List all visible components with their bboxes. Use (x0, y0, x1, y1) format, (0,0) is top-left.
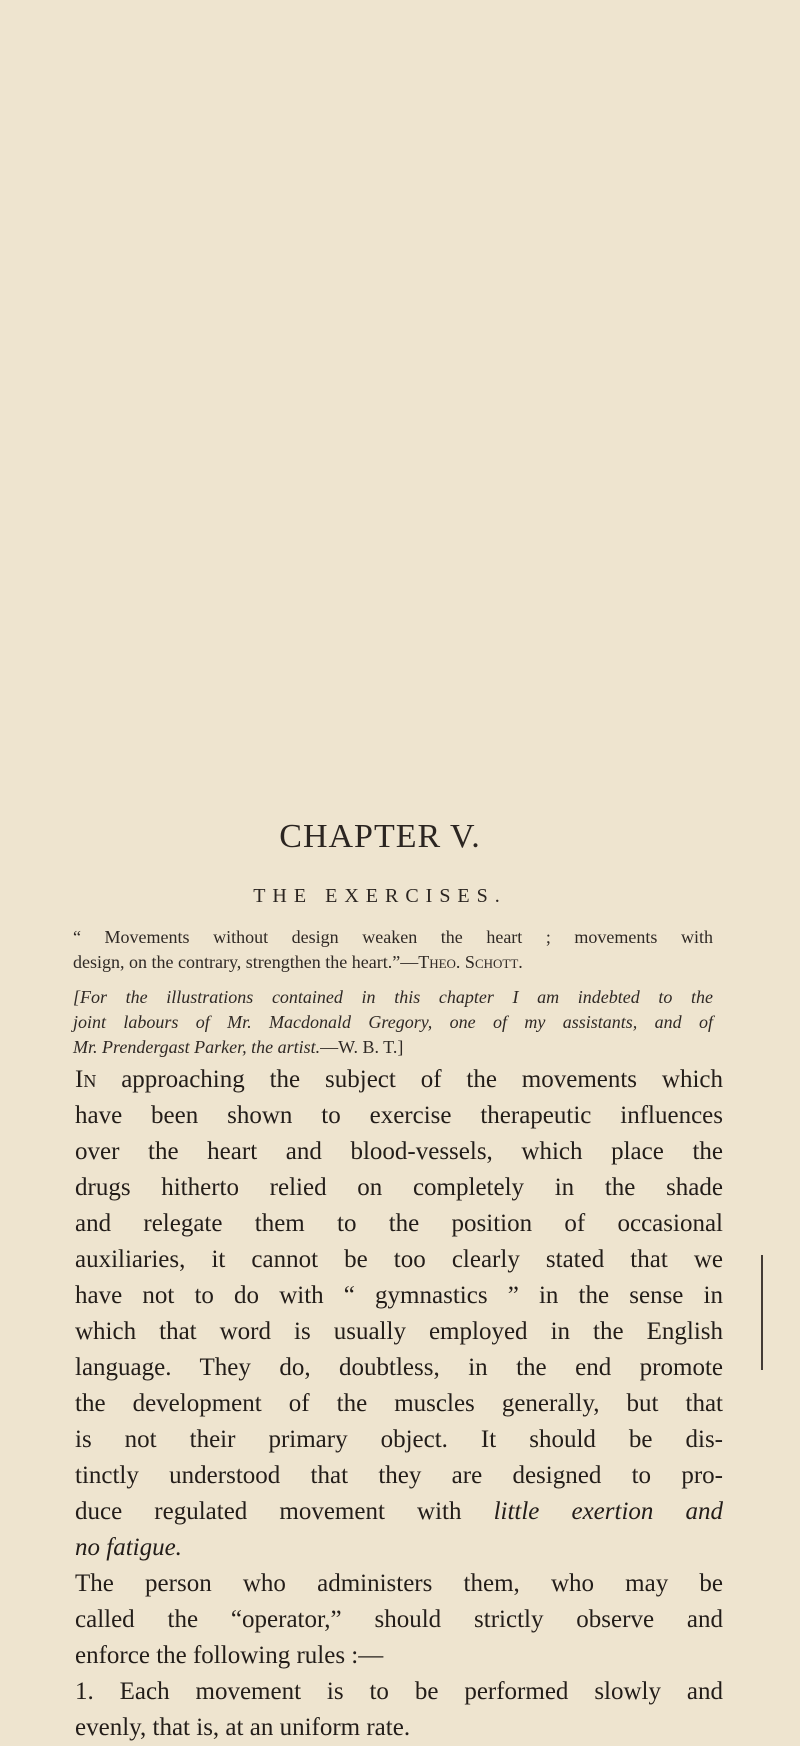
p1-line-1-rest: approaching the subject of the movements which (96, 1066, 723, 1093)
p1-line-7: have not to do with “ gymnastics ” in the sense in (75, 1282, 723, 1309)
note-line-1-text: [For the illustrations contained in this chapter I am indebted to the (73, 987, 713, 1007)
epigraph-line-1: “ Movements without design weaken the heart ; movements with (73, 927, 713, 947)
p1-line-2: have been shown to exercise therapeutic influences (75, 1102, 723, 1129)
chapter-title: CHAPTER V. (279, 818, 481, 855)
epigraph-author: Theo. Schott. (418, 952, 523, 972)
note-signature: —W. B. T.] (320, 1037, 404, 1057)
illustration-note (73, 985, 713, 1060)
p1-line-5: and relegate them to the position of occasional (75, 1210, 723, 1237)
p1-line-6: auxiliaries, it cannot be too clearly stated that we (75, 1246, 723, 1273)
p1-line-3: over the heart and blood-vessels, which place the (75, 1138, 723, 1165)
note-line-3 (73, 1035, 713, 1060)
p1-line-13-text: duce regulated movement with (75, 1498, 494, 1525)
p1-line-12: tinctly understood that they are designed to pro- (75, 1462, 723, 1489)
section-title: THE EXERCISES. (253, 885, 507, 907)
epigraph (73, 925, 713, 975)
p2-line-1: The person who administers them, who may be (75, 1570, 723, 1597)
p1-line-9: language. They do, doubtless, in the end promote (75, 1354, 723, 1381)
p3-line-2: evenly, that is, at an uniform rate. (75, 1714, 411, 1741)
p2-line-3: enforce the following rules :— (75, 1642, 384, 1669)
p1-line-14-emphasis: no fatigue. (75, 1534, 182, 1561)
p1-line-14 (75, 1530, 723, 1566)
note-line-1 (73, 985, 713, 1010)
p1-line-13-emphasis: little exertion and (493, 1498, 723, 1525)
p1-line-13 (75, 1494, 723, 1530)
p1-lead-word: In (75, 1066, 97, 1093)
note-line-3-text: Mr. Prendergast Parker, the artist. (73, 1037, 321, 1057)
p1-line-11: is not their primary object. It should be dis- (75, 1426, 723, 1453)
page-edge-mark (761, 1255, 763, 1370)
note-line-2-text: joint labours of Mr. Macdonald Gregory, one of my assistants, and of (73, 1012, 713, 1032)
p1-line-4: drugs hitherto relied on completely in the shade (75, 1174, 723, 1201)
p1-line-10: the development of the muscles generally, but that (75, 1390, 723, 1417)
p2-line-2: called the “operator,” should strictly observe and (75, 1606, 723, 1633)
epigraph-quote-end: design, on the contrary, strengthen the heart.”— (73, 952, 419, 972)
body-text (75, 1062, 723, 1746)
p1-line-8: which that word is usually employed in the English (75, 1318, 723, 1345)
p3-line-1: 1. Each movement is to be performed slowly and (75, 1678, 723, 1705)
epigraph-line-2 (73, 950, 713, 975)
p1-line-1 (75, 1062, 723, 1098)
note-line-2 (73, 1010, 713, 1035)
